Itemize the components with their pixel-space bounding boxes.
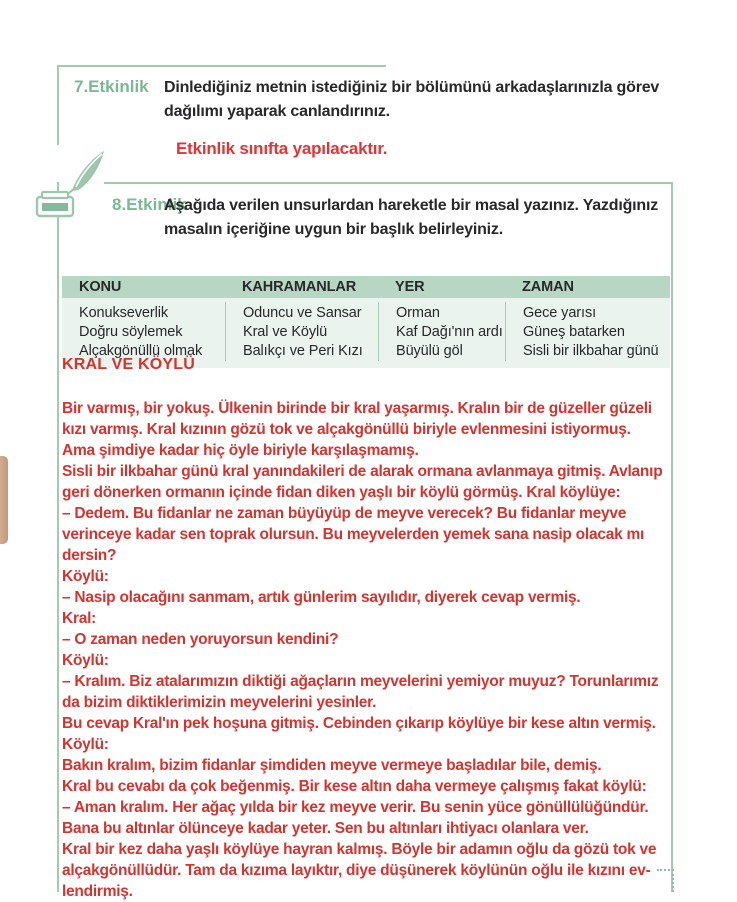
story-line: Sisli bir ilkbahar günü kral yanındakileri de alarak ormana avlanmaya gitmiş. Avlanıp — [62, 463, 663, 480]
table-cell: Büyülü göl — [396, 343, 463, 359]
story-text — [62, 398, 674, 902]
story-line: – O zaman neden yoruyorsun kendini? — [62, 631, 339, 648]
story-line: lendirmiş. — [62, 883, 133, 900]
table-cell: Sisli bir ilkbahar günü — [523, 343, 659, 359]
activity8-instruction: Aşağıda verilen unsurlardan hareketle bir masal yazınız. Yazdığınız masalın içeriğine uygun bir başlık belirleyiniz. — [164, 197, 659, 238]
story-line: kızı varmış. Kral kızının gözü tok ve alçakgönüllü biriyle evlenmesini istiyormuş. — [62, 421, 631, 438]
dotted-corner-marker — [657, 869, 674, 892]
activity8-box-border-top — [104, 182, 672, 184]
table-header-cell: YER — [395, 279, 425, 295]
story-line: verinceye kadar sen toprak olursun. Bu meyvelerden yemek sana nasip olacak mı — [62, 526, 645, 543]
table-header-cell: ZAMAN — [522, 279, 574, 295]
story-line: Köylü: — [62, 736, 109, 753]
story-line: Kral bu cevabı da çok beğenmiş. Bir kese altın daha vermeye çalışmış fakat köylü: — [62, 778, 647, 795]
story-line: Bu cevap Kral'ın pek hoşuna gitmiş. Cebinden çıkarıp köylüye bir kese altın vermiş. — [62, 715, 656, 732]
table-column — [62, 302, 225, 361]
story-line: Kral bir kez daha yaşlı köylüye hayran kalmış. Böyle bir adamın oğlu da gözü tok ve — [62, 841, 657, 858]
story-line: Bana bu altınlar ölünceye kadar yeter. Sen bu altınları ihtiyacı olanlara ver. — [62, 820, 589, 837]
story-line: – Nasip olacağını sanmam, artık günlerim sayılıdır, diyerek cevap vermiş. — [62, 589, 581, 606]
table-cell: Gece yarısı — [523, 305, 597, 321]
table-cell: Kral ve Köylü — [243, 324, 328, 340]
story-line: Ama şimdiye kadar hiç öyle biriyle karşılaşmamış. — [62, 442, 419, 459]
page-edge-bookmark — [0, 456, 8, 544]
table-cell: Orman — [396, 305, 440, 321]
story-line: – Aman kralım. Her ağaç yılda bir kez meyve verir. Bu senin yüce gönüllülüğündür. — [62, 799, 649, 816]
story-line: Köylü: — [62, 652, 109, 669]
story-elements-table — [62, 276, 670, 368]
table-cell: Konukseverlik — [79, 305, 168, 321]
table-cell: Balıkçı ve Peri Kızı — [243, 343, 363, 359]
story-line: – Dedem. Bu fidanlar ne zaman büyüyüp de meyve verecek? Bu fidanlar meyve — [62, 505, 627, 522]
activity7-note: Etkinlik sınıfta yapılacaktır. — [176, 139, 388, 158]
table-cell: Doğru söylemek — [79, 324, 183, 340]
table-cell: Oduncu ve Sansar — [243, 305, 362, 321]
table-column — [378, 302, 505, 361]
activity7-label: 7.Etkinlik — [74, 77, 149, 96]
story-line: – Kralım. Biz atalarımızın diktiği ağaçların meyvelerini yemiyor muyuz? Torunlarımız — [62, 673, 659, 690]
story-title: KRAL VE KÖYLÜ — [62, 356, 195, 373]
story-line: Kral: — [62, 610, 97, 627]
table-column — [225, 302, 378, 361]
table-cell: Alçakgönüllü olmak — [79, 343, 203, 359]
story-line: Bir varmış, bir yokuş. Ülkenin birinde bir kral yaşarmış. Kralın bir de güzeller güzeli — [62, 400, 652, 417]
activity8-label: 8.Etkinlik — [112, 195, 187, 214]
story-line: alçakgönüllüdür. Tam da kızıma layıktır, diye düşünerek köylünün oğlu ile kızını ev- — [62, 862, 651, 879]
table-column — [505, 302, 670, 361]
activity8-box-border-left — [57, 182, 59, 892]
quill-inkwell-icon — [34, 146, 114, 220]
story-line: geri dönerken ormanın içinde fidan diken yaşlı bir köylü görmüş. Kral köylüye: — [62, 484, 621, 501]
activity7-instruction: Dinlediğiniz metnin istediğiniz bir bölümünü arkadaşlarınızla görev dağılımı yaparak canlandırınız. — [164, 79, 660, 120]
table-cell: Güneş batarken — [523, 324, 625, 340]
activity7-box-border-left — [57, 65, 59, 145]
table-cell: Kaf Dağı'nın ardı — [396, 324, 503, 340]
table-header-row — [62, 276, 670, 298]
story-line: da bizim diktiklerimizin meyvelerini yesinler. — [62, 694, 377, 711]
story-line: Köylü: — [62, 568, 109, 585]
table-header-cell: KONU — [79, 279, 122, 295]
activity7-box-border-top — [57, 65, 386, 67]
table-header-cell: KAHRAMANLAR — [242, 279, 357, 295]
story-line: dersin? — [62, 547, 117, 564]
story-line: Bakın kralım, bizim fidanlar şimdiden meyve vermeye başladılar bile, demiş. — [62, 757, 602, 774]
